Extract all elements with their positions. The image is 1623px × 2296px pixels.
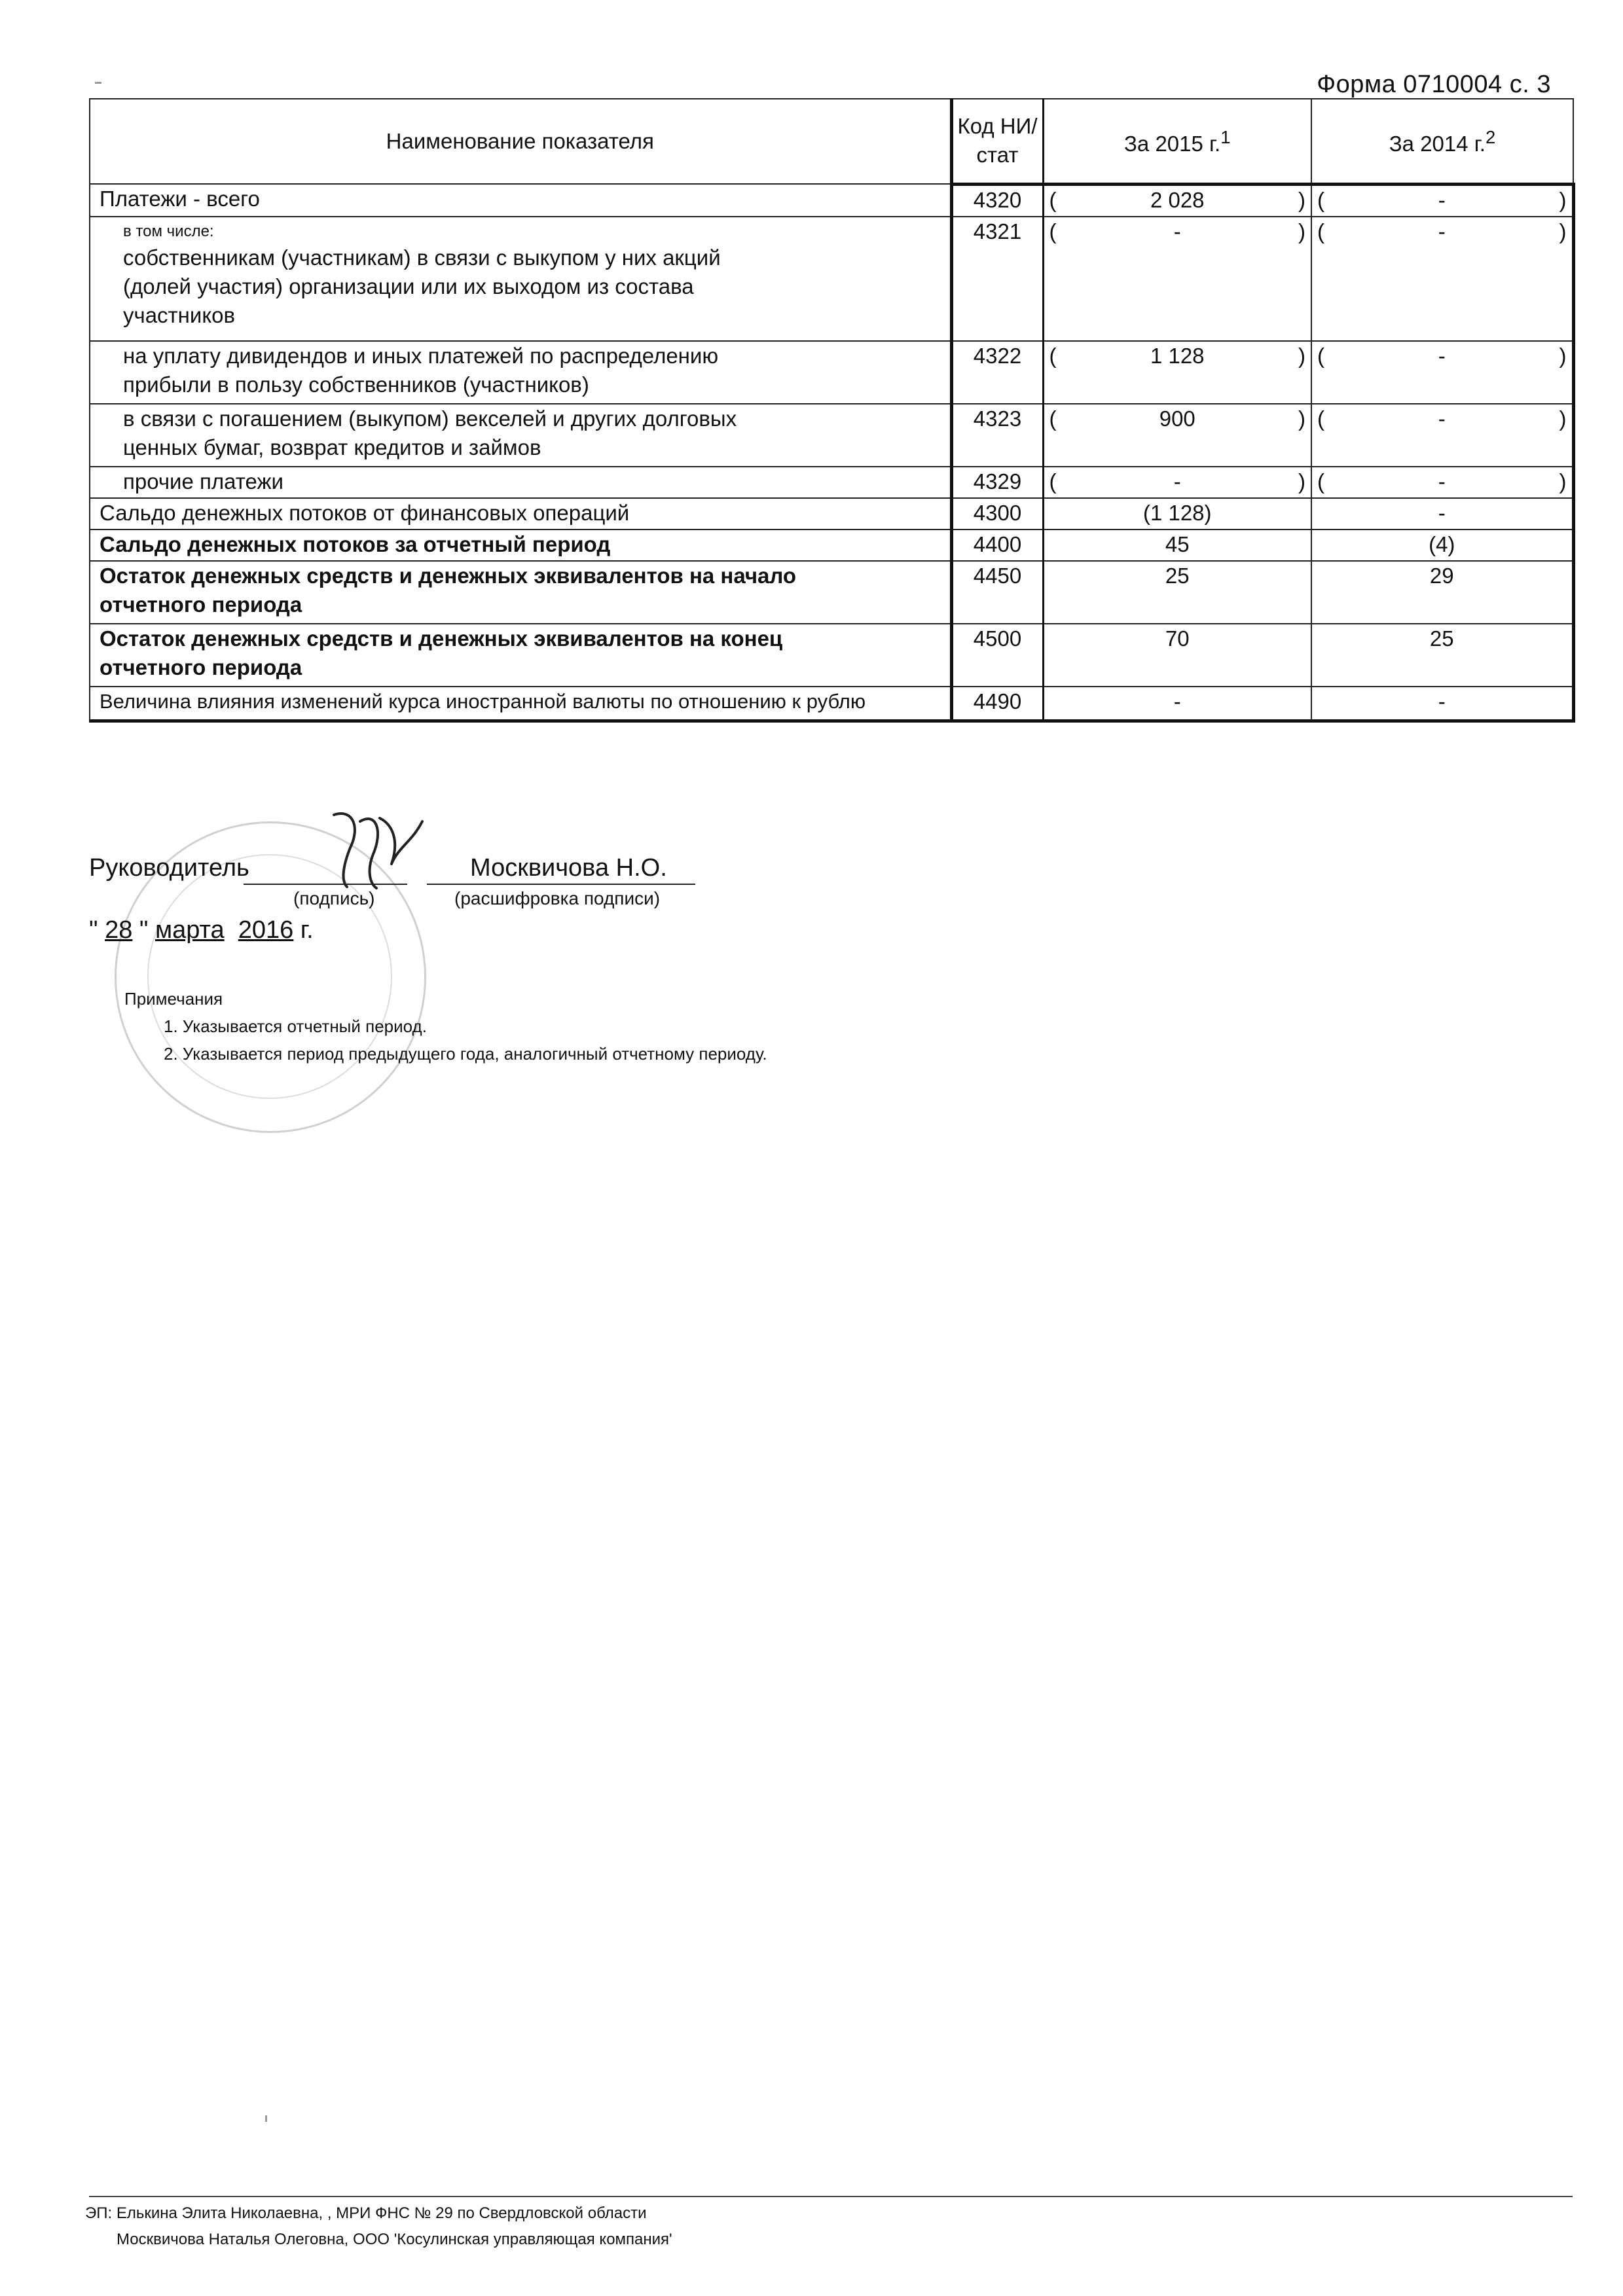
- row-value-2014: [1311, 561, 1573, 624]
- row-name: Величина влияния изменений курса иностранной валюты по отношению к рублю: [90, 687, 951, 721]
- row-value-2014: ( - ): [1311, 467, 1573, 498]
- value-2015: 70: [1165, 626, 1190, 651]
- row-name: [90, 624, 951, 687]
- row-value-2014: [1311, 529, 1573, 561]
- row-name-line: отчетного периода: [100, 655, 302, 679]
- value-2014: 25: [1429, 626, 1454, 651]
- decode-caption: (расшифровка подписи): [454, 888, 661, 908]
- row-name: Сальдо денежных потоков за отчетный период: [90, 529, 951, 561]
- value-2015: 1 128: [1150, 344, 1205, 368]
- row-name: [90, 561, 951, 624]
- row-value-2015: [1043, 687, 1311, 721]
- row-name-line: прибыли в пользу собственников (участников): [123, 372, 589, 397]
- table-row: [90, 687, 1573, 721]
- footer: [85, 2200, 672, 2253]
- date-month: марта: [155, 916, 225, 944]
- row-code: 4400: [951, 529, 1043, 561]
- row-value-2015: [1043, 498, 1311, 529]
- row-name-line: Остаток денежных средств и денежных эквивалентов на начало: [100, 564, 797, 588]
- row-code: 4323: [951, 404, 1043, 467]
- value-2014: -: [1438, 469, 1446, 493]
- value-2014: -: [1438, 219, 1446, 243]
- row-value-2014: [1311, 624, 1573, 687]
- signature-caption: (подпись): [293, 888, 375, 908]
- signature-line: [244, 884, 407, 885]
- value-2015: 900: [1159, 406, 1195, 431]
- row-code: 4321: [951, 217, 1043, 341]
- row-value-2014: [1311, 498, 1573, 529]
- note-item: 2. Указывается период предыдущего года, аналогичный отчетному периоду.: [164, 1044, 767, 1064]
- cash-flow-table: [89, 98, 1575, 723]
- notes: [124, 985, 767, 1067]
- footer-line-1: ЭП: Елькина Элита Николаевна, , МРИ ФНС № 29 по Свердловской области: [85, 2204, 647, 2222]
- row-value-2014: [1311, 687, 1573, 721]
- header-code-line1: Код НИ/: [957, 114, 1038, 139]
- row-code: 4500: [951, 624, 1043, 687]
- footer-line-2: Москвичова Наталья Олеговна, ООО 'Косулинская управляющая компания': [117, 2231, 672, 2248]
- header-period-2014-label: За 2014 г.: [1389, 132, 1486, 156]
- footer-divider: [89, 2196, 1573, 2197]
- value-2014: (4): [1429, 532, 1455, 556]
- table-row: [90, 624, 1573, 687]
- row-name-line: Остаток денежных средств и денежных эквивалентов на конец: [100, 626, 783, 651]
- row-value-2015: [1043, 624, 1311, 687]
- table-row: [90, 341, 1573, 404]
- row-name-line: (долей участия) организации или их выходом из состава: [123, 274, 694, 298]
- table-row: [90, 529, 1573, 561]
- handwritten-signature: [314, 802, 432, 893]
- row-value-2014: ( - ): [1311, 404, 1573, 467]
- table-row: [90, 467, 1573, 498]
- header-period-2015-sup: 1: [1220, 127, 1231, 148]
- row-value-2015: ( 900 ): [1043, 404, 1311, 467]
- table-row: [90, 404, 1573, 467]
- signature-name-line: [427, 884, 695, 885]
- row-name: [90, 217, 951, 341]
- header-name: Наименование показателя: [90, 99, 951, 184]
- form-label: Форма 0710004 с. 3: [1317, 71, 1551, 98]
- value-2015: 2 028: [1150, 187, 1205, 212]
- row-name-line: собственникам (участникам) в связи с выкупом у них акций: [123, 245, 721, 270]
- notes-title: Примечания: [124, 989, 223, 1009]
- row-value-2015: [1043, 561, 1311, 624]
- note-item: 1. Указывается отчетный период.: [164, 1016, 427, 1036]
- row-name: Сальдо денежных потоков от финансовых операций: [90, 498, 951, 529]
- value-2014: 29: [1429, 564, 1454, 588]
- value-2014: -: [1438, 344, 1446, 368]
- signature-role: Руководитель: [89, 854, 249, 882]
- table-row: [90, 498, 1573, 529]
- date-open-quote: ": [89, 916, 98, 944]
- date-day: 28: [105, 916, 133, 944]
- value-2014: -: [1438, 187, 1446, 212]
- table-header-row: [90, 99, 1573, 184]
- header-code-line2: стат: [976, 143, 1019, 168]
- value-2014: -: [1438, 406, 1446, 431]
- row-code: 4329: [951, 467, 1043, 498]
- value-2014: -: [1438, 689, 1446, 713]
- signature-name: Москвичова Н.О.: [470, 854, 667, 882]
- row-value-2015: [1043, 529, 1311, 561]
- value-2015: -: [1173, 469, 1181, 493]
- scan-speck: [95, 82, 101, 84]
- value-2015: 45: [1165, 532, 1190, 556]
- row-name-line: отчетного периода: [100, 592, 302, 617]
- table-row: [90, 217, 1573, 341]
- row-code: 4320: [951, 184, 1043, 217]
- row-value-2015: ( - ): [1043, 467, 1311, 498]
- row-name-line: в связи с погашением (выкупом) векселей и других долговых: [123, 406, 737, 431]
- row-code: 4450: [951, 561, 1043, 624]
- header-code: [951, 99, 1043, 184]
- header-period-2014: [1311, 99, 1573, 184]
- value-2015: 25: [1165, 564, 1190, 588]
- row-name-line: на уплату дивидендов и иных платежей по распределению: [123, 344, 719, 368]
- row-name: Платежи - всего: [90, 184, 951, 217]
- row-value-2015: ( - ): [1043, 217, 1311, 341]
- table-row: [90, 561, 1573, 624]
- row-value-2015: ( 2 028 ): [1043, 184, 1311, 217]
- row-name: [90, 404, 951, 467]
- value-2015: -: [1173, 219, 1181, 243]
- value-2015: -: [1173, 689, 1181, 713]
- row-name: прочие платежи: [90, 467, 951, 498]
- row-name-line: участников: [123, 303, 236, 327]
- date-suffix: г.: [300, 916, 314, 944]
- row-value-2014: ( - ): [1311, 184, 1573, 217]
- row-value-2015: ( 1 128 ): [1043, 341, 1311, 404]
- row-code: 4322: [951, 341, 1043, 404]
- row-code: 4490: [951, 687, 1043, 721]
- row-code: 4300: [951, 498, 1043, 529]
- row-name: [90, 341, 951, 404]
- header-period-2015-label: За 2015 г.: [1123, 132, 1221, 156]
- signing-date: [89, 916, 314, 944]
- value-2014: -: [1438, 501, 1446, 525]
- row-value-2014: ( - ): [1311, 341, 1573, 404]
- table-row: [90, 184, 1573, 217]
- scan-speck: [265, 2115, 267, 2122]
- row-name-small: в том числе:: [123, 223, 214, 240]
- date-year: 2016: [238, 916, 294, 944]
- row-name-line: ценных бумаг, возврат кредитов и займов: [123, 435, 541, 459]
- value-2015: (1 128): [1142, 501, 1212, 525]
- header-period-2014-sup: 2: [1485, 127, 1496, 148]
- header-period-2015: [1043, 99, 1311, 184]
- date-close-quote: ": [139, 916, 149, 944]
- row-value-2014: ( - ): [1311, 217, 1573, 341]
